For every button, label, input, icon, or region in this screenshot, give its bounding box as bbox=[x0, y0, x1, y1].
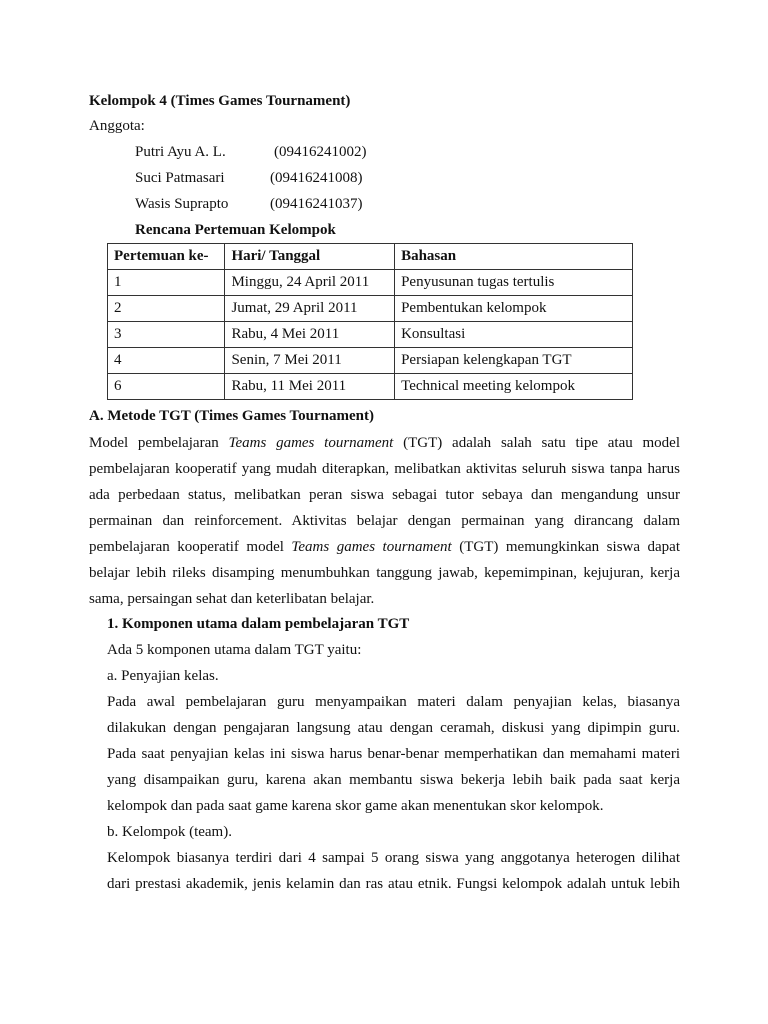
meeting-plan-table bbox=[107, 243, 633, 400]
table-cell: Jumat, 29 April 2011 bbox=[225, 296, 395, 322]
member-name: Wasis Suprapto bbox=[135, 196, 229, 212]
table-cell: Konsultasi bbox=[395, 322, 633, 348]
table-row bbox=[108, 270, 633, 296]
subsection-intro: Ada 5 komponen utama dalam TGT yaitu: bbox=[107, 642, 362, 658]
item-title: b. Kelompok (team). bbox=[107, 824, 232, 840]
table-cell: 6 bbox=[108, 374, 225, 400]
paragraph-line bbox=[89, 434, 680, 452]
table-cell: 1 bbox=[108, 270, 225, 296]
member-id: (09416241037) bbox=[270, 196, 363, 212]
text-run: pembelajaran kooperatif model bbox=[89, 539, 292, 555]
table-cell: Technical meeting kelompok bbox=[395, 374, 633, 400]
paragraph-line: belajar lebih rileks disamping menumbuhkan tanggung jawab, kepemimpinan, kejujuran, kerja bbox=[89, 565, 680, 581]
text-run: Model pembelajaran bbox=[89, 435, 229, 451]
italic-text-run: Teams games tournament bbox=[228, 435, 394, 451]
paragraph-line: Pada awal pembelajaran guru menyampaikan materi dalam penyajian kelas, biasanya bbox=[107, 694, 680, 710]
member-id: (09416241008) bbox=[270, 170, 363, 186]
text-run: (TGT) adalah salah satu tipe atau model bbox=[393, 435, 680, 451]
paragraph-line: dilakukan dengan pengajaran langsung atau dengan ceramah, diskusi yang dipimpin guru. bbox=[107, 720, 680, 736]
paragraph-line: ada perbedaan status, melibatkan peran siswa sebagai tutor sebaya dan mengandung unsur bbox=[89, 487, 680, 503]
member-id: (09416241002) bbox=[274, 144, 367, 160]
table-cell: Pembentukan kelompok bbox=[395, 296, 633, 322]
paragraph-line: permainan dan reinforcement. Aktivitas belajar dengan permainan yang dirancang dalam bbox=[89, 513, 680, 529]
paragraph-line bbox=[89, 538, 680, 556]
document-heading: Kelompok 4 (Times Games Tournament) bbox=[89, 93, 351, 109]
table-cell: Penyusunan tugas tertulis bbox=[395, 270, 633, 296]
paragraph-line: pembelajaran kooperatif yang mudah diterapkan, melibatkan aktivitas seluruh siswa tanpa harus bbox=[89, 461, 680, 477]
table-cell: Minggu, 24 April 2011 bbox=[225, 270, 395, 296]
member-name: Putri Ayu A. L. bbox=[135, 144, 226, 160]
table-cell: 3 bbox=[108, 322, 225, 348]
table-cell: Persiapan kelengkapan TGT bbox=[395, 348, 633, 374]
table-cell: 2 bbox=[108, 296, 225, 322]
table-header-cell: Hari/ Tanggal bbox=[225, 244, 395, 270]
paragraph-line: dari prestasi akademik, jenis kelamin dan ras atau etnik. Fungsi kelompok adalah untuk lebih bbox=[107, 876, 680, 892]
italic-text-run: Teams games tournament bbox=[291, 539, 452, 555]
table-row bbox=[108, 322, 633, 348]
item-title: a. Penyajian kelas. bbox=[107, 668, 219, 684]
table-header-cell: Pertemuan ke- bbox=[108, 244, 225, 270]
table-row bbox=[108, 374, 633, 400]
subsection-title: 1. Komponen utama dalam pembelajaran TGT bbox=[107, 616, 410, 632]
paragraph-line: yang disampaikan guru, karena akan membantu siswa bekerja lebih baik pada saat kerja bbox=[107, 772, 680, 788]
text-run: (TGT) memungkinkan siswa dapat bbox=[451, 539, 680, 555]
table-row bbox=[108, 348, 633, 374]
paragraph-line: sama, persaingan sehat dan keterlibatan belajar. bbox=[89, 591, 375, 607]
section-a-title: A. Metode TGT (Times Games Tournament) bbox=[89, 408, 375, 424]
table-cell: Rabu, 4 Mei 2011 bbox=[225, 322, 395, 348]
table-row bbox=[108, 296, 633, 322]
table-cell: Senin, 7 Mei 2011 bbox=[225, 348, 395, 374]
member-name: Suci Patmasari bbox=[135, 170, 225, 186]
paragraph-line: Kelompok biasanya terdiri dari 4 sampai 5 orang siswa yang anggotanya heterogen dilihat bbox=[107, 850, 680, 866]
plan-title: Rencana Pertemuan Kelompok bbox=[135, 222, 336, 238]
table-cell: 4 bbox=[108, 348, 225, 374]
paragraph-line: Pada saat penyajian kelas ini siswa harus benar-benar memperhatikan dan memahami materi bbox=[107, 746, 680, 762]
members-label: Anggota: bbox=[89, 118, 145, 134]
table-header-row bbox=[108, 244, 633, 270]
table-cell: Rabu, 11 Mei 2011 bbox=[225, 374, 395, 400]
paragraph-line: kelompok dan pada saat game karena skor game akan menentukan skor kelompok. bbox=[107, 798, 604, 814]
table-header-cell: Bahasan bbox=[395, 244, 633, 270]
